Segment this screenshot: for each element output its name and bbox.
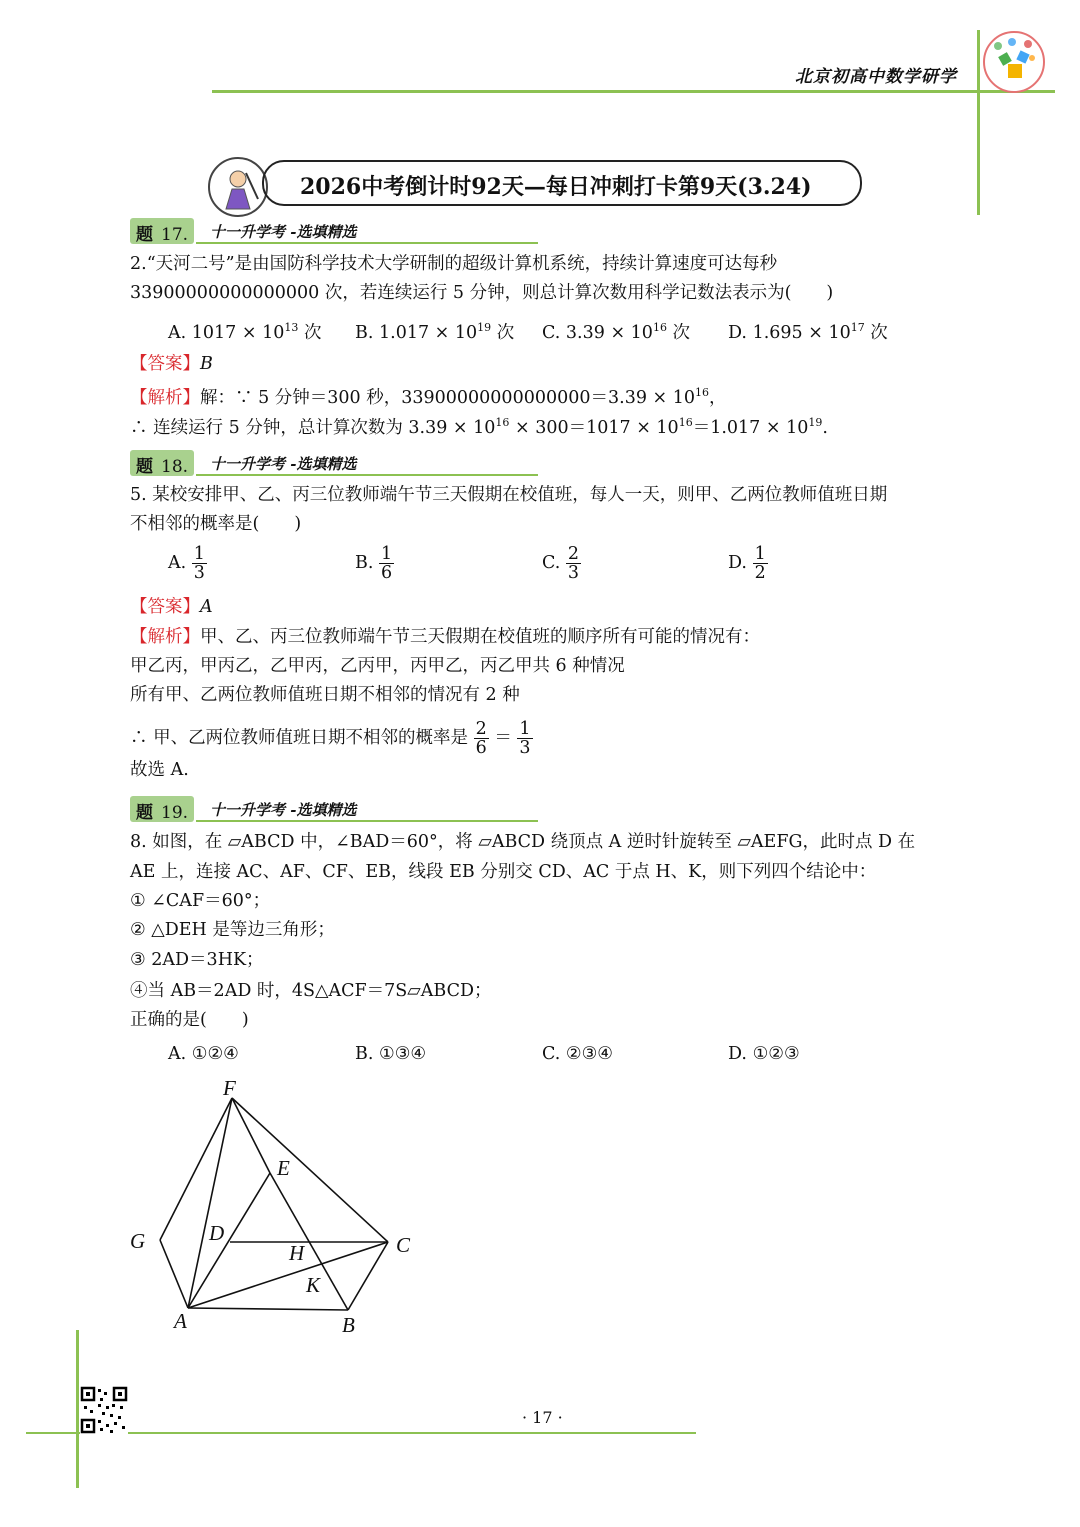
label-a: A bbox=[174, 1309, 187, 1333]
question-stem: ③ 2AD＝3HK； bbox=[130, 950, 264, 970]
header-rule bbox=[212, 90, 1055, 93]
question-source: 十一升学考 -选填精选 bbox=[210, 455, 357, 473]
question-tag: 题 19. 十一升学考 -选填精选 bbox=[130, 796, 410, 822]
analysis-line: ∴ 甲、乙两位教师值班日期不相邻的概率是 $\frac{2}{6}$ ＝ $\frac{1}{3}$ bbox=[130, 719, 531, 758]
qr-code-icon bbox=[80, 1386, 128, 1434]
question-source: 十一升学考 -选填精选 bbox=[210, 223, 357, 241]
brand-title: 北京初高中数学研学 bbox=[795, 67, 957, 87]
segment-fe bbox=[232, 1098, 270, 1173]
option-d: D. $\frac{1}{2}$ bbox=[728, 544, 766, 583]
question-stem: 5. 某校安排甲、乙、丙三位教师端午节三天假期在校值班，每人一天，则甲、乙两位教师值班日期 bbox=[130, 485, 888, 505]
header-vertical-rule bbox=[977, 30, 980, 215]
analysis-line: 甲乙丙，甲丙乙，乙甲丙，乙丙甲，丙甲乙，丙乙甲共 6 种情况 bbox=[130, 656, 625, 676]
answer-line: 【答案】B bbox=[130, 354, 213, 374]
option-d: D. ①②③ bbox=[728, 1044, 800, 1064]
option-b: B. $\frac{1}{6}$ bbox=[355, 544, 393, 583]
question-stem: 不相邻的概率是( ) bbox=[130, 514, 302, 534]
option-a: A. ①②④ bbox=[168, 1044, 239, 1064]
label-g: G bbox=[130, 1229, 146, 1253]
mascot-avatar-icon bbox=[208, 157, 268, 217]
segment-ga bbox=[160, 1240, 188, 1308]
option-c: C. ②③④ bbox=[542, 1044, 613, 1064]
segment-ac bbox=[188, 1242, 388, 1308]
question-source: 十一升学考 -选填精选 bbox=[210, 801, 357, 819]
analysis-line: 【解析】解：∵ 5 分钟＝300 秒，$33900000000000000=3.39 \times 10^{16}$， bbox=[130, 386, 727, 408]
option-c: C. $\frac{2}{3}$ bbox=[542, 544, 580, 583]
option-c: C. $3.39 \times 10^{16}$ 次 bbox=[542, 321, 691, 343]
question-tag: 题 18. 十一升学考 -选填精选 bbox=[130, 450, 410, 476]
option-d: D. $1.695 \times 10^{17}$ 次 bbox=[728, 321, 888, 343]
option-a: A. $\frac{1}{3}$ bbox=[168, 544, 205, 583]
segment-ab bbox=[188, 1308, 348, 1310]
segment-fc bbox=[232, 1098, 388, 1242]
option-a: A. $1017 \times 10^{13}$ 次 bbox=[168, 321, 322, 343]
label-b: B bbox=[342, 1313, 355, 1337]
tree-logo-icon bbox=[982, 30, 1046, 94]
geometry-figure bbox=[120, 1070, 430, 1345]
footer-vertical-rule bbox=[76, 1330, 79, 1488]
question-stem: 2.“天河二号”是由国防科学技术大学研制的超级计算机系统，持续计算速度可达每秒 bbox=[130, 254, 778, 274]
label-c: C bbox=[396, 1233, 411, 1257]
question-stem: 8. 如图，在 ▱ABCD 中，∠BAD＝60°，将 ▱ABCD 绕顶点 A 逆时针旋转至 ▱AEFG，此时点 D 在 bbox=[130, 832, 916, 852]
analysis-line: 【解析】甲、乙、丙三位教师端午节三天假期在校值班的顺序所有可能的情况有： bbox=[130, 627, 760, 647]
analysis-line: 故选 A. bbox=[130, 760, 189, 780]
question-stem: 33900000000000000 次，若连续运行 5 分钟，则总计算次数用科学记数法表示为( ) bbox=[130, 283, 834, 303]
question-stem: 正确的是( ) bbox=[130, 1010, 249, 1030]
question-stem: ① ∠CAF＝60°； bbox=[130, 891, 271, 911]
label-f: F bbox=[223, 1076, 236, 1100]
label-k: K bbox=[306, 1273, 321, 1297]
question-stem: ④当 AB＝2AD 时，4S△ACF＝7S▱ABCD； bbox=[130, 981, 492, 1001]
banner-title: 2026中考倒计时92天—每日冲刺打卡第9天(3.24) bbox=[300, 174, 812, 200]
analysis-line: 所有甲、乙两位教师值班日期不相邻的情况有 2 种 bbox=[130, 685, 520, 705]
answer-line: 【答案】A bbox=[130, 597, 213, 617]
question-stem: AE 上，连接 AC、AF、CF、EB，线段 EB 分别交 CD、AC 于点 H、K，则下列四个结论中： bbox=[130, 862, 877, 882]
label-h: H bbox=[289, 1241, 305, 1265]
option-b: B. ①③④ bbox=[355, 1044, 427, 1064]
segment-fg bbox=[160, 1098, 232, 1240]
segment-bc bbox=[348, 1242, 388, 1310]
question-tag: 题 17. 十一升学考 -选填精选 bbox=[130, 218, 410, 244]
label-d: D bbox=[209, 1221, 225, 1245]
segment-ae bbox=[188, 1173, 270, 1308]
question-stem: ② △DEH 是等边三角形； bbox=[130, 920, 335, 940]
segment-af bbox=[188, 1098, 232, 1308]
option-b: B. $1.017 \times 10^{19}$ 次 bbox=[355, 321, 515, 343]
page-number: · 17 · bbox=[522, 1408, 563, 1427]
analysis-line: ∴ 连续运行 5 分钟，总计算次数为 $3.39 \times 10^{16} \times 300=1017 \times 10^{16}=1.017 \times 10^{19}$. bbox=[130, 416, 828, 438]
label-e: E bbox=[277, 1156, 290, 1180]
